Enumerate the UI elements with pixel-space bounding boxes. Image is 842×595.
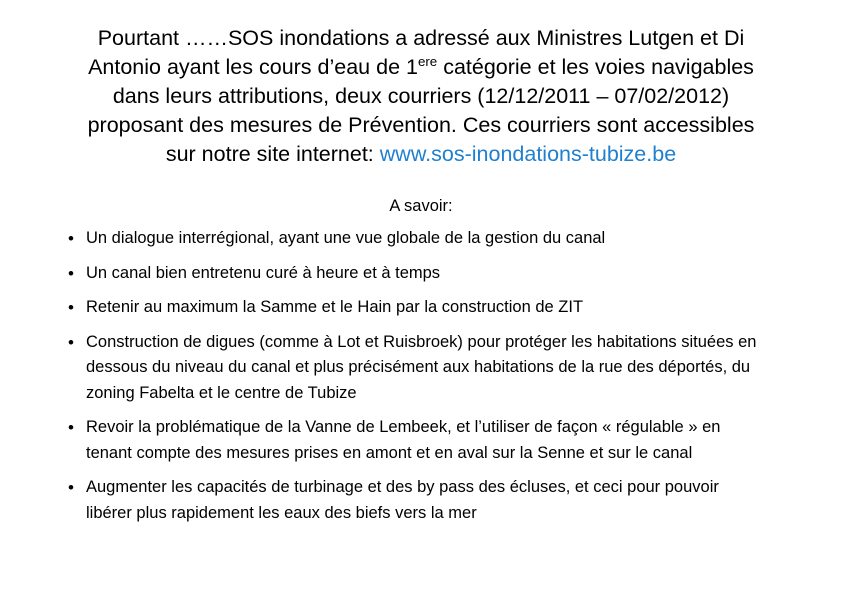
bullet-marker-icon: • [68,229,74,248]
bullet-marker-icon: • [68,478,74,497]
list-item-text: Retenir au maximum la Samme et le Hain par la construction de ZIT [86,298,584,316]
slide-headline [62,24,780,169]
list-item [60,261,790,287]
list-item-text: Revoir la problématique de la Vanne de Lembeek, et l’utiliser de façon « régulable » en tenant compte des mesures prises en amont et en aval sur la Senne et sur le canal [86,418,721,462]
list-item-text: Construction de digues (comme à Lot et Ruisbroek) pour protéger les habitations situées en dessous du niveau du canal et plus précisément aux habitations de la rue des déportés, du zoning Fabelta et le centre de Tubize [86,332,757,402]
bullet-marker-icon: • [68,332,74,352]
website-link[interactable]: www.sos-inondations-tubize.be [379,142,677,166]
list-item [60,226,790,252]
bullet-marker-icon: • [68,298,74,317]
subheading-a-savoir: A savoir: [389,197,453,215]
list-item-text: Un canal bien entretenu curé à heure et à temps [86,263,441,282]
headline-ordinal-suffix: ere [417,53,438,69]
list-item [60,295,790,321]
headline-line-1: Pourtant ……SOS inondations a adressé aux Ministres Lutgen et Di [97,26,745,50]
headline-line-5: sur notre site internet: [165,142,380,166]
headline-line-3: dans leurs attributions, deux courriers (12/12/2011 – 07/02/2012) [112,84,730,108]
list-item [60,330,790,407]
bullet-list [60,226,790,535]
list-item [60,475,790,526]
headline-line-2a: Antonio ayant les cours d’eau de 1 [88,55,418,79]
list-item [60,415,790,466]
bullet-marker-icon: • [68,263,74,283]
list-item-text: Augmenter les capacités de turbinage et des by pass des écluses, et ceci pour pouvoir libérer plus rapidement les eaux des biefs vers la mer [86,478,719,522]
headline-line-2b: catégorie et les voies navigables [437,55,754,79]
headline-line-4: proposant des mesures de Prévention. Ces courriers sont accessibles [87,113,755,137]
list-item-text: Un dialogue interrégional, ayant une vue globale de la gestion du canal [86,229,606,247]
bullet-marker-icon: • [68,418,74,437]
